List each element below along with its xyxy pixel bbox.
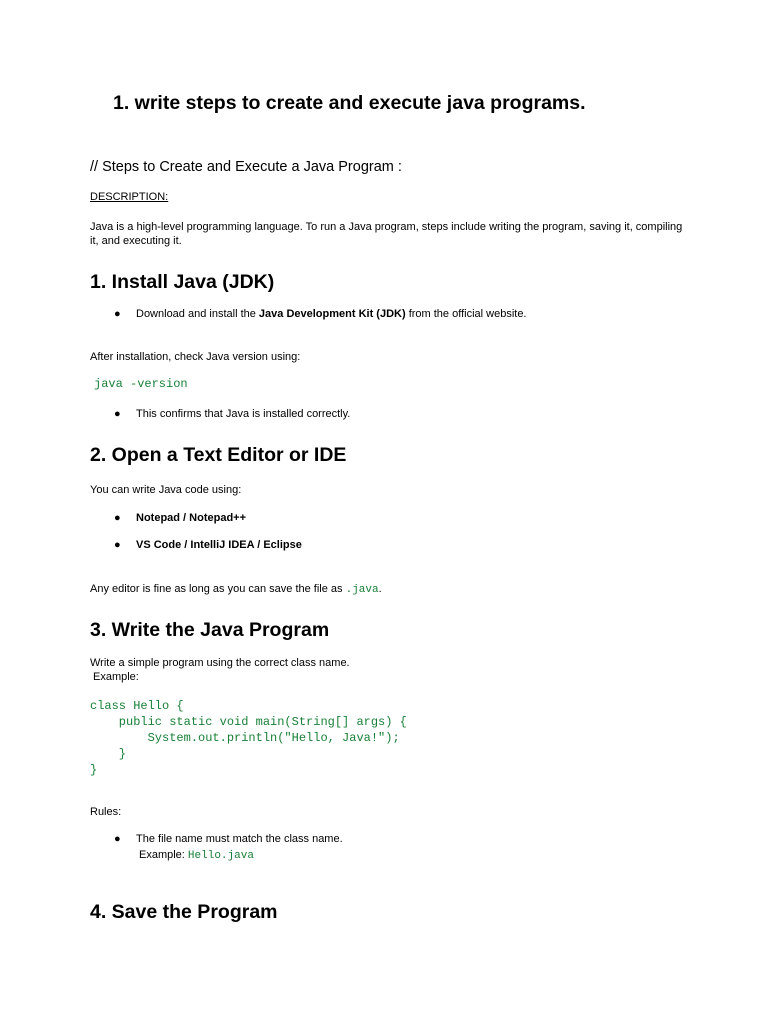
version-command: java -version	[94, 377, 188, 391]
rules-label: Rules:	[90, 806, 122, 818]
intro-text: // Steps to Create and Execute a Java Program :	[90, 159, 402, 175]
section-1-heading: 1. Install Java (JDK)	[90, 271, 275, 293]
section-2-heading: 2. Open a Text Editor or IDE	[90, 444, 347, 466]
editor-note: Any editor is fine as long as you can save the file as .java.	[90, 583, 382, 596]
after-install-text: After installation, check Java version using:	[90, 351, 301, 363]
program-intro: Write a simple program using the correct class name. Example:	[90, 657, 350, 683]
section-3-heading: 3. Write the Java Program	[90, 619, 330, 641]
bullet-icon: ●	[114, 308, 121, 320]
bullet-icon: ●	[114, 408, 121, 420]
list-item: ● VS Code / IntelliJ IDEA / Eclipse	[114, 539, 302, 551]
rule-example: Example: Hello.java	[139, 849, 254, 862]
bullet-icon: ●	[114, 512, 121, 524]
question-title: 1. write steps to create and execute java programs.	[113, 92, 586, 114]
list-item: ● The file name must match the class name.	[114, 833, 343, 845]
bullet-icon: ●	[114, 833, 121, 845]
editors-intro: You can write Java code using:	[90, 484, 242, 496]
list-item: ● Download and install the Java Development Kit (JDK) from the official website.	[114, 308, 527, 320]
list-item: ● This confirms that Java is installed correctly.	[114, 408, 351, 420]
section-4-heading: 4. Save the Program	[90, 901, 278, 923]
code-block: class Hello { public static void main(String[] args) { System.out.println("Hello, Java!"); } }	[90, 699, 407, 777]
description-label: DESCRIPTION:	[90, 191, 169, 203]
bullet-icon: ●	[114, 539, 121, 551]
list-item: ● Notepad / Notepad++	[114, 512, 247, 524]
description-text: Java is a high-level programming language. To run a Java program, steps include writing the program, saving it, compiling it, and executing it.	[90, 221, 683, 247]
